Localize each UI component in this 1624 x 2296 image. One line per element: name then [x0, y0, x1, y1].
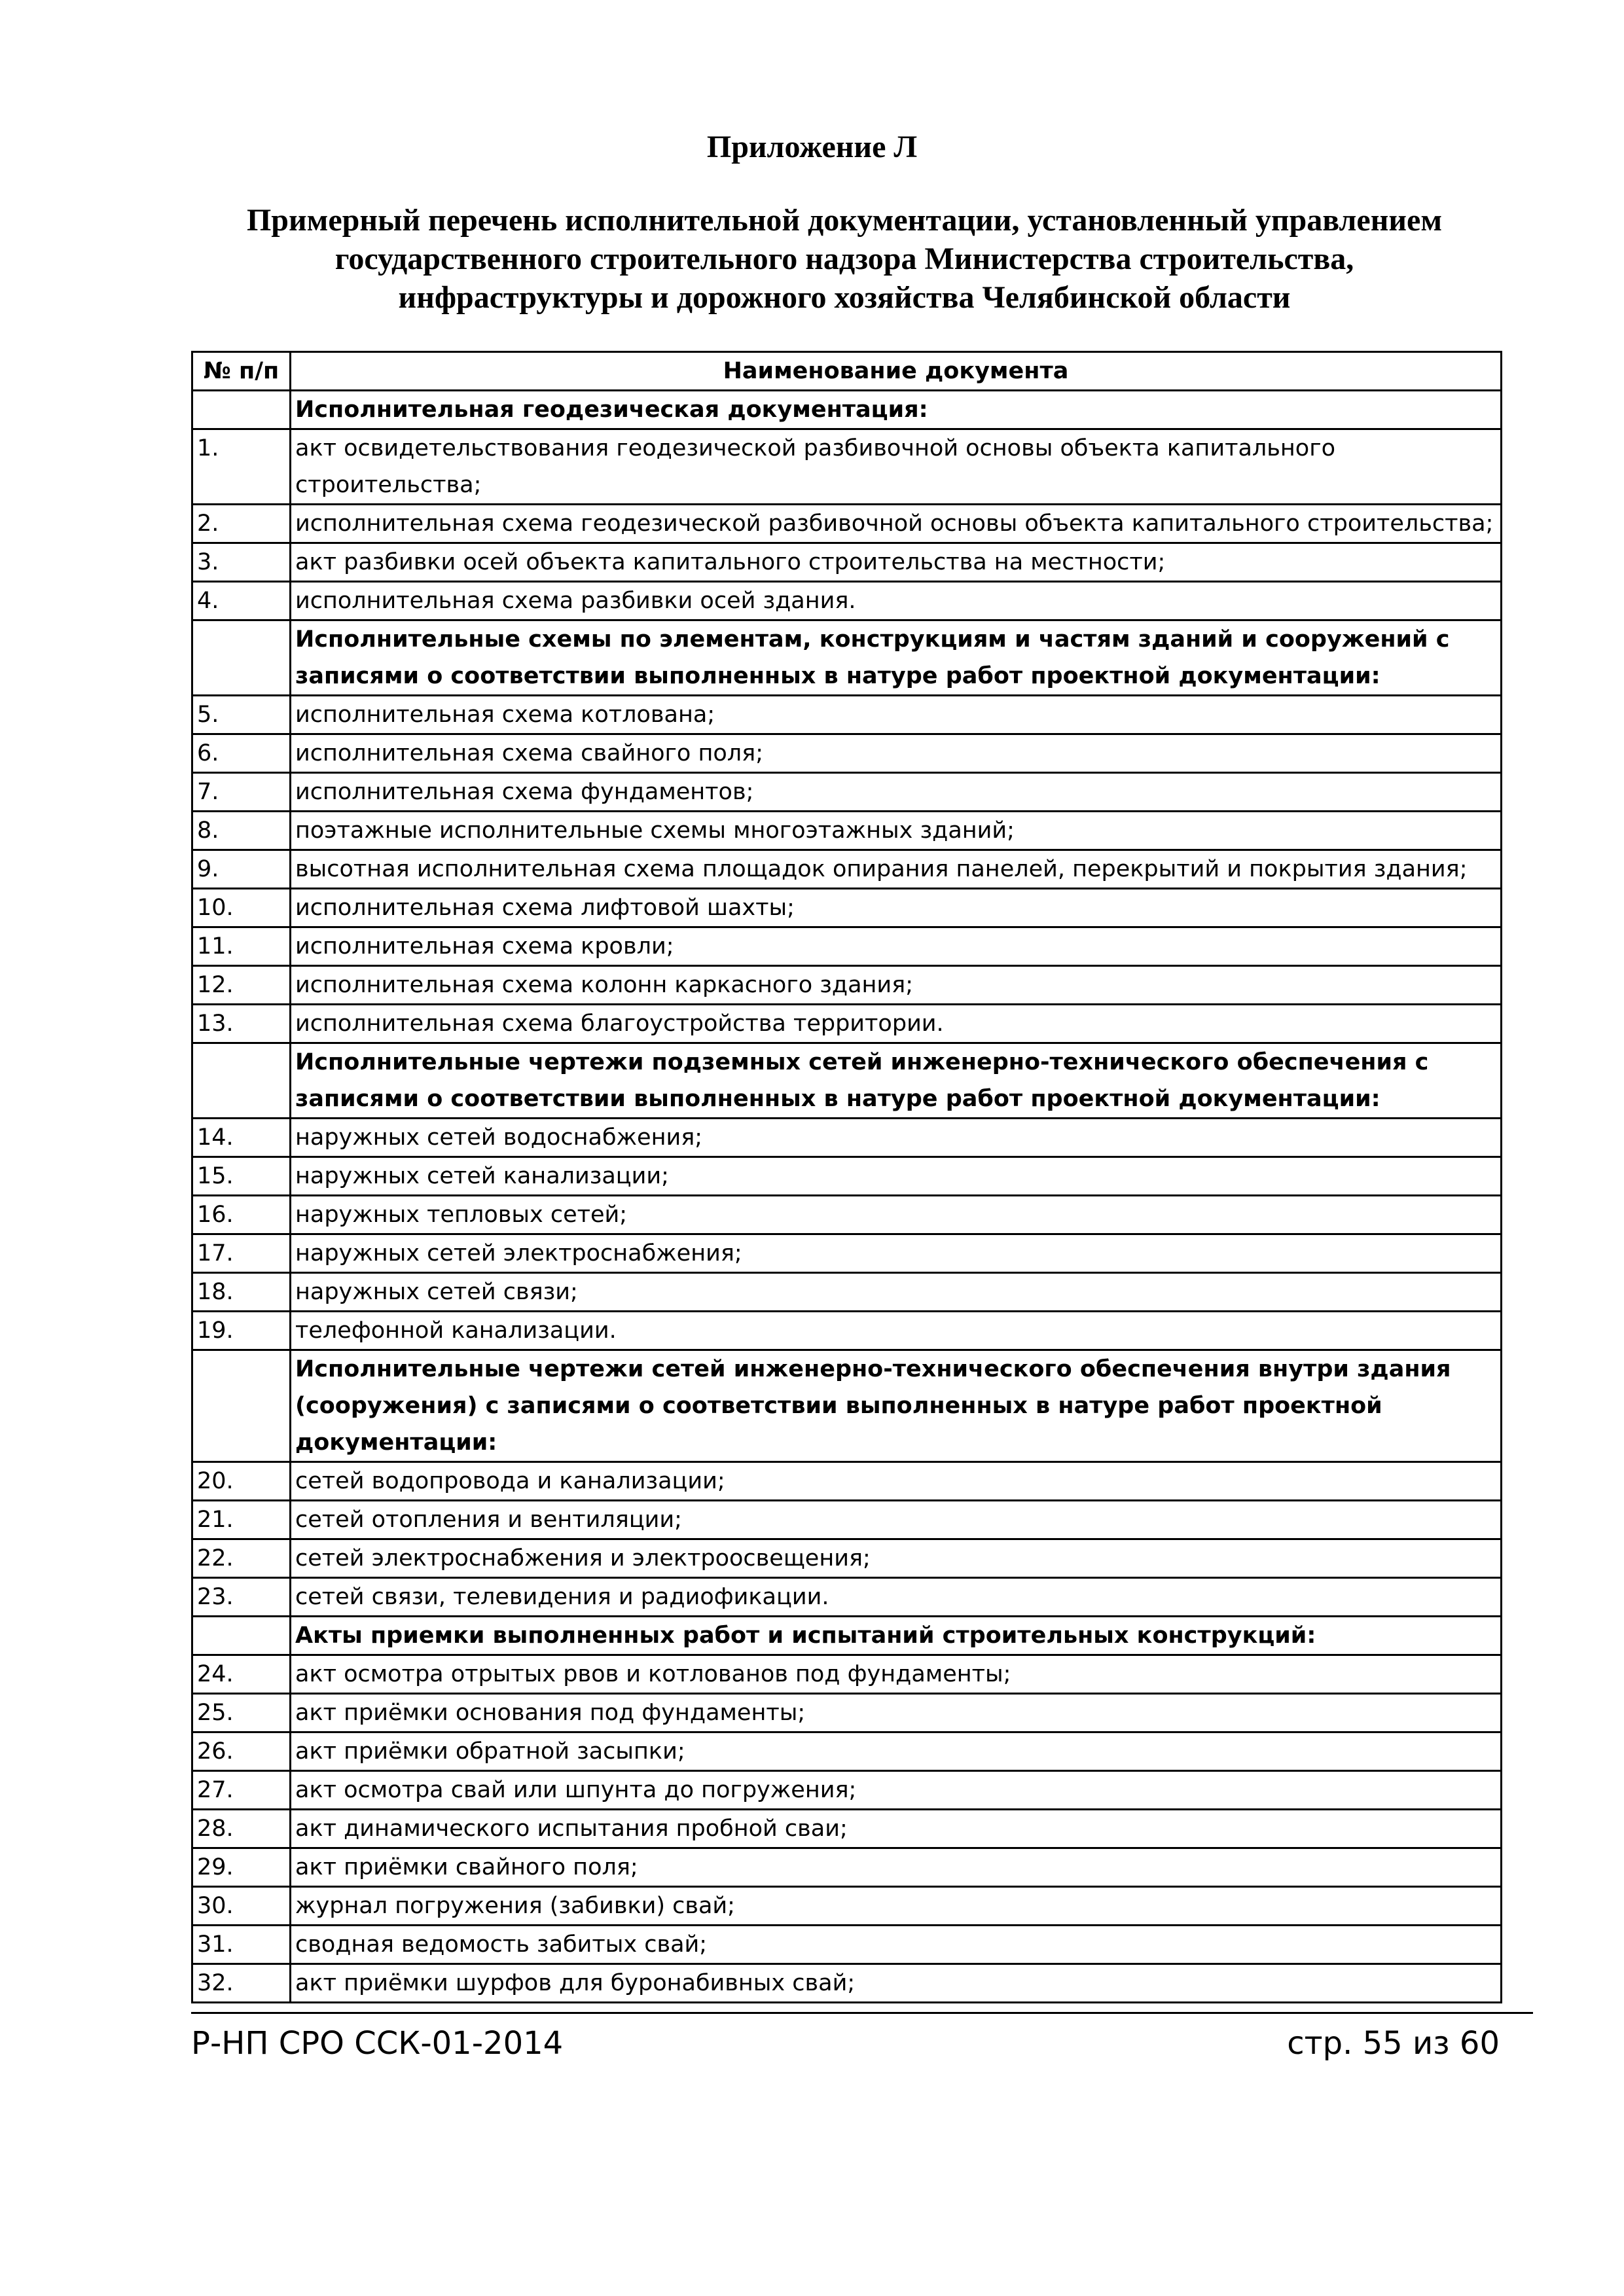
row-number: 19.: [192, 1312, 291, 1350]
row-number: [192, 620, 291, 696]
table-row: [192, 1273, 1502, 1312]
document-name: акт осмотра отрытых рвов и котлованов под фундаменты;: [291, 1655, 1502, 1694]
document-name: акт приёмки основания под фундаменты;: [291, 1694, 1502, 1732]
document-name: сетей водопровода и канализации;: [291, 1462, 1502, 1501]
document-name: акт приёмки шурфов для буронабивных свай;: [291, 1964, 1502, 2003]
document-name: журнал погружения (забивки) свай;: [291, 1887, 1502, 1926]
document-name: исполнительная схема кровли;: [291, 927, 1502, 966]
table-row: [192, 1655, 1502, 1694]
table-row: [192, 1539, 1502, 1578]
document-name: наружных тепловых сетей;: [291, 1196, 1502, 1234]
section-row: [192, 1043, 1502, 1119]
row-number: 20.: [192, 1462, 291, 1501]
document-name: высотная исполнительная схема площадок опирания панелей, перекрытий и покрытия здания;: [291, 850, 1502, 889]
table-row: [192, 812, 1502, 850]
document-name: исполнительная схема фундаментов;: [291, 773, 1502, 812]
row-number: 32.: [192, 1964, 291, 2003]
row-number: 1.: [192, 429, 291, 505]
document-name: акт разбивки осей объекта капитального строительства на местности;: [291, 543, 1502, 582]
row-number: 2.: [192, 505, 291, 543]
document-name: акт приёмки свайного поля;: [291, 1848, 1502, 1887]
table-row: [192, 1234, 1502, 1273]
documents-table: [191, 351, 1502, 2003]
document-name: сетей электроснабжения и электроосвещения;: [291, 1539, 1502, 1578]
row-number: 13.: [192, 1005, 291, 1043]
table-row: [192, 543, 1502, 582]
document-name: исполнительная схема геодезической разбивочной основы объекта капитального строительства;: [291, 505, 1502, 543]
appendix-title: Приложение Л: [706, 130, 918, 164]
row-number: 24.: [192, 1655, 291, 1694]
document-name: исполнительная схема колонн каркасного здания;: [291, 966, 1502, 1005]
table-row: [192, 1501, 1502, 1539]
table-row: [192, 734, 1502, 773]
table-row: [192, 927, 1502, 966]
row-number: 29.: [192, 1848, 291, 1887]
table-row: [192, 1810, 1502, 1848]
footer-document-code: Р-НП СРО ССК-01-2014: [191, 2025, 564, 2062]
table-row: [192, 582, 1502, 620]
table-row: [192, 1005, 1502, 1043]
table-row: [192, 1462, 1502, 1501]
row-number: 27.: [192, 1771, 291, 1810]
row-number: 21.: [192, 1501, 291, 1539]
document-name: наружных сетей канализации;: [291, 1157, 1502, 1196]
row-number: [192, 391, 291, 429]
document-name: сетей отопления и вентиляции;: [291, 1501, 1502, 1539]
table-row: [192, 1196, 1502, 1234]
table-row: [192, 505, 1502, 543]
row-number: [192, 1617, 291, 1655]
section-title: Исполнительные чертежи сетей инженерно-технического обеспечения внутри здания (сооружения) с записями о соответствии выполненных в натуре работ проектной документации:: [291, 1350, 1502, 1462]
row-number: 11.: [192, 927, 291, 966]
table-body: [192, 391, 1502, 2003]
row-number: 10.: [192, 889, 291, 927]
table-row: [192, 696, 1502, 734]
section-title: Исполнительные чертежи подземных сетей инженерно-технического обеспечения с записями о соответствии выполненных в натуре работ проектной документации:: [291, 1043, 1502, 1119]
document-name: акт осмотра свай или шпунта до погружения;: [291, 1771, 1502, 1810]
row-number: 31.: [192, 1926, 291, 1964]
table-row: [192, 1771, 1502, 1810]
row-number: 17.: [192, 1234, 291, 1273]
document-name: телефонной канализации.: [291, 1312, 1502, 1350]
table-row: [192, 1732, 1502, 1771]
column-header-name: Наименование документа: [291, 352, 1502, 391]
document-name: акт приёмки обратной засыпки;: [291, 1732, 1502, 1771]
row-number: 15.: [192, 1157, 291, 1196]
document-name: исполнительная схема свайного поля;: [291, 734, 1502, 773]
table-row: [192, 1848, 1502, 1887]
row-number: 16.: [192, 1196, 291, 1234]
table-row: [192, 1312, 1502, 1350]
document-name: наружных сетей водоснабжения;: [291, 1119, 1502, 1157]
row-number: 4.: [192, 582, 291, 620]
document-name: акт динамического испытания пробной сваи;: [291, 1810, 1502, 1848]
row-number: 18.: [192, 1273, 291, 1312]
row-number: 23.: [192, 1578, 291, 1617]
document-name: сводная ведомость забитых свай;: [291, 1926, 1502, 1964]
row-number: 8.: [192, 812, 291, 850]
table-row: [192, 889, 1502, 927]
section-row: [192, 1350, 1502, 1462]
table-row: [192, 773, 1502, 812]
document-name: сетей связи, телевидения и радиофикации.: [291, 1578, 1502, 1617]
row-number: 25.: [192, 1694, 291, 1732]
table-row: [192, 1578, 1502, 1617]
row-number: 22.: [192, 1539, 291, 1578]
document-name: исполнительная схема лифтовой шахты;: [291, 889, 1502, 927]
row-number: 5.: [192, 696, 291, 734]
document-name: поэтажные исполнительные схемы многоэтажных зданий;: [291, 812, 1502, 850]
heading-line: Примерный перечень исполнительной документации, установленный управлением: [246, 203, 1443, 238]
table-row: [192, 850, 1502, 889]
row-number: 9.: [192, 850, 291, 889]
document-name: исполнительная схема благоустройства территории.: [291, 1005, 1502, 1043]
section-row: [192, 620, 1502, 696]
table-row: [192, 1926, 1502, 1964]
row-number: 26.: [192, 1732, 291, 1771]
column-header-number: № п/п: [192, 352, 291, 391]
section-row: [192, 391, 1502, 429]
row-number: 28.: [192, 1810, 291, 1848]
section-title: Исполнительная геодезическая документация:: [291, 391, 1502, 429]
section-row: [192, 1617, 1502, 1655]
table-row: [192, 1964, 1502, 2003]
footer-divider: [191, 2012, 1533, 2014]
footer-page-number: стр. 55 из 60: [1287, 2025, 1500, 2062]
row-number: 3.: [192, 543, 291, 582]
heading-line: государственного строительного надзора Министерства строительства,: [334, 242, 1354, 276]
document-name: акт освидетельствования геодезической разбивочной основы объекта капитального строительства;: [291, 429, 1502, 505]
table-row: [192, 1119, 1502, 1157]
table-row: [192, 966, 1502, 1005]
table-row: [192, 429, 1502, 505]
row-number: 12.: [192, 966, 291, 1005]
document-name: исполнительная схема котлована;: [291, 696, 1502, 734]
table-row: [192, 1157, 1502, 1196]
row-number: [192, 1043, 291, 1119]
document-name: наружных сетей связи;: [291, 1273, 1502, 1312]
table-header-row: [192, 352, 1502, 391]
section-title: Исполнительные схемы по элементам, конструкциям и частям зданий и сооружений с записями о соответствии выполненных в натуре работ проектной документации:: [291, 620, 1502, 696]
row-number: [192, 1350, 291, 1462]
row-number: 14.: [192, 1119, 291, 1157]
row-number: 6.: [192, 734, 291, 773]
document-name: наружных сетей электроснабжения;: [291, 1234, 1502, 1273]
row-number: 30.: [192, 1887, 291, 1926]
document-name: исполнительная схема разбивки осей здания.: [291, 582, 1502, 620]
section-title: Акты приемки выполненных работ и испытаний строительных конструкций:: [291, 1617, 1502, 1655]
document-heading: [196, 201, 1492, 317]
table-row: [192, 1694, 1502, 1732]
row-number: 7.: [192, 773, 291, 812]
table-row: [192, 1887, 1502, 1926]
heading-line: инфраструктуры и дорожного хозяйства Челябинской области: [398, 280, 1291, 315]
